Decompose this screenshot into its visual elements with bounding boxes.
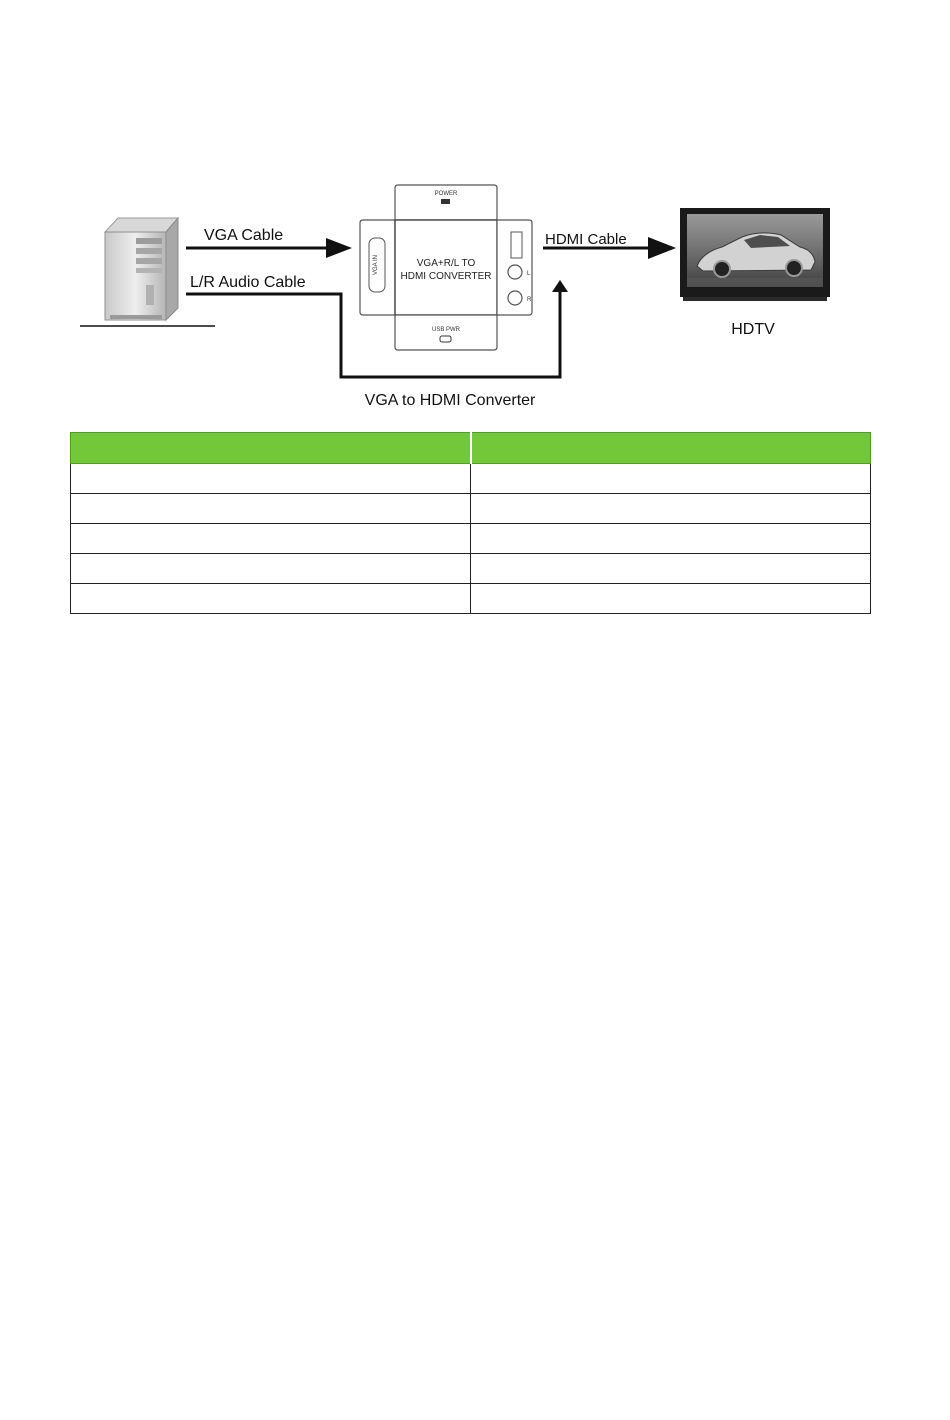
table-cell bbox=[471, 584, 871, 614]
table-header-cell-2 bbox=[471, 433, 871, 464]
converter-face-line2: HDMI CONVERTER bbox=[400, 271, 492, 282]
hdtv-label: HDTV bbox=[731, 321, 775, 338]
audio-cable-label: L/R Audio Cable bbox=[190, 274, 306, 291]
table-cell bbox=[471, 554, 871, 584]
table-cell bbox=[71, 464, 471, 494]
svg-text:VGA IN: VGA IN bbox=[373, 254, 379, 276]
table-cell bbox=[71, 494, 471, 524]
table-row bbox=[71, 464, 871, 494]
table-header-row bbox=[71, 433, 871, 464]
table-row bbox=[71, 554, 871, 584]
desktop-pc-icon bbox=[105, 218, 178, 320]
vga-cable-label: VGA Cable bbox=[204, 227, 284, 244]
hdmi-cable-label: HDMI Cable bbox=[545, 231, 627, 248]
connection-diagram bbox=[0, 0, 950, 430]
spec-table bbox=[70, 432, 871, 614]
table-cell bbox=[71, 584, 471, 614]
converter-caption: VGA to HDMI Converter bbox=[364, 392, 536, 409]
converter-face-line1: VGA+R/L TO bbox=[416, 258, 476, 269]
svg-text:USB PWR: USB PWR bbox=[431, 327, 461, 333]
table-cell bbox=[71, 554, 471, 584]
table-row bbox=[71, 584, 871, 614]
table-cell bbox=[471, 494, 871, 524]
table-cell bbox=[71, 524, 471, 554]
table-row bbox=[71, 494, 871, 524]
table-header-cell-1 bbox=[71, 433, 471, 464]
table-row bbox=[71, 524, 871, 554]
table-cell bbox=[471, 464, 871, 494]
svg-text:L: L bbox=[527, 271, 531, 277]
svg-text:R: R bbox=[527, 297, 532, 303]
table-cell bbox=[471, 524, 871, 554]
svg-text:POWER: POWER bbox=[434, 191, 458, 197]
converter-box-icon bbox=[360, 185, 532, 350]
hdtv-icon bbox=[680, 208, 830, 301]
